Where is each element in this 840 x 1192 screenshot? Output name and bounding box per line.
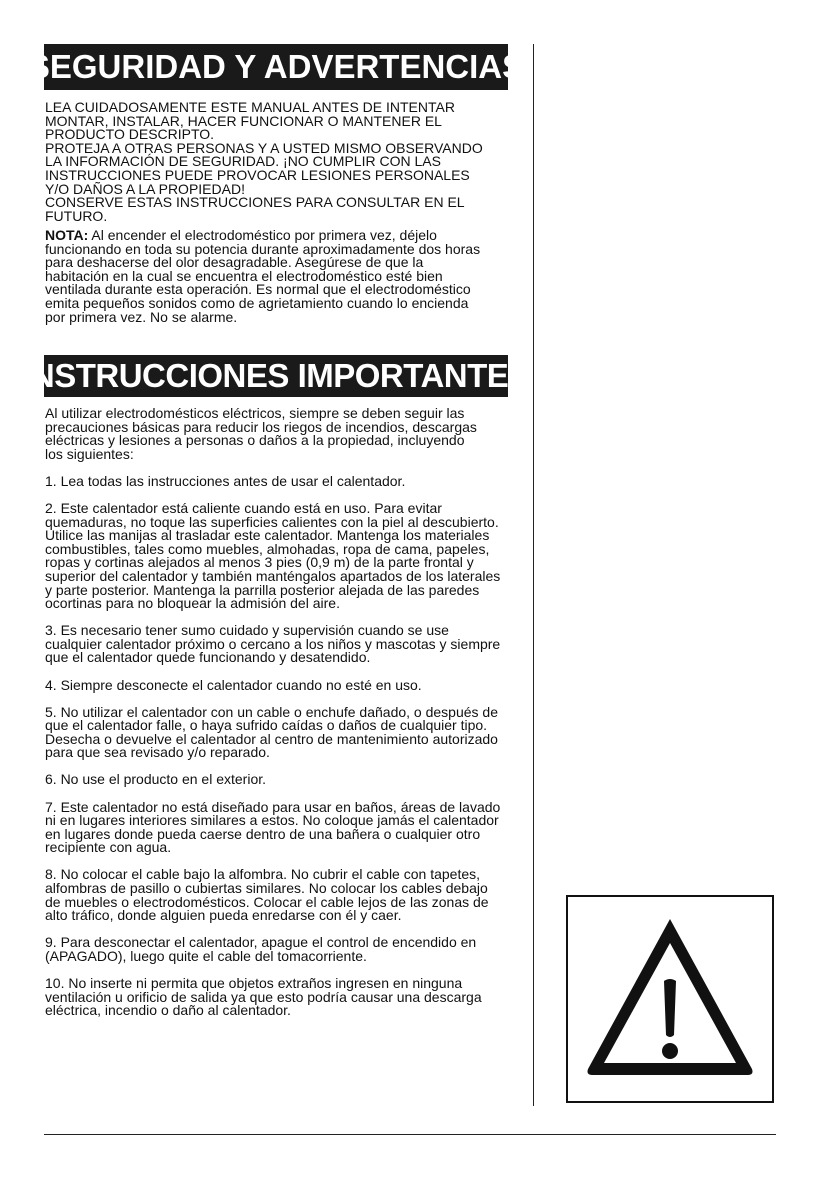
note-first-text: Al encender el electrodoméstico por primera vez, déjelo bbox=[88, 227, 437, 243]
instruction-line: 10. No inserte ni permita que objetos extraños ingresen en ninguna bbox=[45, 975, 463, 991]
instruction-item bbox=[45, 936, 520, 963]
note-line: emita pequeños sonidos como de agrietamiento cuando lo encienda bbox=[45, 294, 469, 311]
column-divider bbox=[533, 44, 534, 1106]
instruction-line: quemaduras, no toque las superficies calientes con la piel al descubierto. bbox=[45, 513, 499, 530]
note-line: habitación en la cual se encuentra el electrodoméstico esté bien bbox=[45, 267, 443, 284]
instruction-line: para que sea revisado y/o reparado. bbox=[45, 744, 270, 761]
intro-line: CONSERVE ESTAS INSTRUCCIONES PARA CONSULTAR EN EL bbox=[45, 194, 465, 211]
instruction-line: combustibles, tales como muebles, almohadas, ropa de cama, papeles, bbox=[45, 540, 490, 557]
instruction-line: 8. No colocar el cable bajo la alfombra. No cubrir el cable con tapetes, bbox=[45, 866, 481, 883]
note-line: por primera vez. No se alarme. bbox=[45, 308, 238, 325]
instructions-body bbox=[45, 407, 520, 1018]
instruction-line: ropas y cortinas alejados al menos 3 pies (0,9 m) de la parte frontal y bbox=[45, 554, 474, 571]
intro-line: INSTRUCCIONES PUEDE PROVOCAR LESIONES PERSONALES bbox=[45, 166, 470, 183]
section-title-instructions: INSTRUCCIONES IMPORTANTES bbox=[44, 355, 508, 397]
intro-line: LEA CUIDADOSAMENTE ESTE MANUAL ANTES DE INTENTAR bbox=[45, 99, 455, 115]
instruction-line: 3. Es necesario tener sumo cuidado y supervisión cuando se use bbox=[45, 622, 449, 639]
note-line: para deshacerse del olor desagradable. Asegúrese de que la bbox=[45, 254, 424, 271]
instruction-item bbox=[45, 676, 520, 693]
instruction-line: Al utilizar electrodomésticos eléctricos, siempre se deben seguir las bbox=[45, 405, 465, 421]
instruction-line: 1. Lea todas las instrucciones antes de usar el calentador. bbox=[45, 472, 406, 489]
exclamation-triangle-icon bbox=[568, 897, 772, 1101]
instruction-line: ventilación u orificio de salida ya que esto podría causar una descarga bbox=[45, 988, 482, 1005]
instruction-line: 6. No use el producto en el exterior. bbox=[45, 771, 267, 788]
instruction-line: superior del calentador y también manténgalos apartados de los laterales bbox=[45, 567, 501, 584]
footer-rule bbox=[44, 1134, 776, 1135]
section-title-safety: SEGURIDAD Y ADVERTENCIAS bbox=[44, 44, 508, 90]
instruction-item bbox=[45, 868, 520, 922]
warning-box bbox=[566, 895, 774, 1103]
instruction-line: 2. Este calentador está caliente cuando está en uso. Para evitar bbox=[45, 499, 442, 516]
intro-line: Y/O DAÑOS A LA PROPIEDAD! bbox=[45, 180, 245, 197]
instruction-line: alto tráfico, donde alguien pueda enredarse con él y caer. bbox=[45, 907, 402, 924]
safety-intro bbox=[45, 101, 520, 223]
instruction-line: eléctricas y lesiones a personas o daños a la propiedad, incluyendo bbox=[45, 432, 465, 449]
instruction-line: en lugares donde pueda caerse dentro de una bañera o cualquier otro bbox=[45, 825, 481, 842]
instruction-line: alfombras de pasillo o cubiertas similares. No colocar los cables debajo bbox=[45, 880, 488, 897]
note-paragraph bbox=[45, 229, 520, 324]
instructions-intro bbox=[45, 407, 520, 461]
intro-line: LA INFORMACIÓN DE SEGURIDAD. ¡NO CUMPLIR CON LAS bbox=[45, 153, 441, 170]
instruction-line: Desecha o devuelve el calentador al centro de mantenimiento autorizado bbox=[45, 730, 498, 747]
instruction-line: ocortinas para no bloquear la admisión del aire. bbox=[45, 595, 340, 612]
instruction-line: 4. Siempre desconecte el calentador cuando no esté en uso. bbox=[45, 676, 422, 693]
instruction-line: que el calentador quede funcionando y desatendido. bbox=[45, 649, 371, 666]
instruction-line: de muebles o electrodomésticos. Colocar el cable lejos de las zonas de bbox=[45, 893, 489, 910]
intro-line: PRODUCTO DESCRIPTO. bbox=[45, 126, 215, 143]
instruction-item bbox=[45, 499, 520, 612]
instruction-line: Utilice las manijas al trasladar este calentador. Mantenga los materiales bbox=[45, 527, 490, 544]
instruction-item bbox=[45, 798, 520, 856]
instruction-item bbox=[45, 773, 520, 787]
instruction-item bbox=[45, 703, 520, 761]
instruction-item bbox=[45, 472, 520, 489]
instruction-item bbox=[45, 624, 520, 665]
instruction-line: recipiente con agua. bbox=[45, 839, 172, 856]
instruction-line: eléctrica, incendio o daño al calentador. bbox=[45, 1002, 291, 1019]
instruction-line: (APAGADO), luego quite el cable del tomacorriente. bbox=[45, 947, 367, 964]
instruction-line: cualquier calentador próximo o cercano a los niños y mascotas y siempre bbox=[45, 635, 501, 652]
instruction-line: que el calentador falle, o haya sufrido caídas o daños de cualquier tipo. bbox=[45, 717, 488, 734]
note-line: ventilada durante esta operación. Es normal que el electrodoméstico bbox=[45, 281, 471, 298]
instruction-line: y parte posterior. Mantenga la parrilla posterior alejada de las paredes bbox=[45, 581, 480, 598]
instruction-line: 7. Este calentador no está diseñado para usar en baños, áreas de lavado bbox=[45, 798, 501, 815]
intro-line: PROTEJA A OTRAS PERSONAS Y A USTED MISMO OBSERVANDO bbox=[45, 139, 483, 156]
intro-line: MONTAR, INSTALAR, HACER FUNCIONAR O MANTENER EL bbox=[45, 112, 442, 129]
instruction-line: 9. Para desconectar el calentador, apague el control de encendido en bbox=[45, 934, 477, 951]
instruction-item bbox=[45, 977, 520, 1018]
intro-line: FUTURO. bbox=[45, 207, 108, 224]
note-line: funcionando en toda su potencia durante aproximadamente dos horas bbox=[45, 240, 481, 257]
instruction-line: los siguientes: bbox=[45, 445, 134, 462]
instruction-line: ni en lugares interiores similares a estos. No coloque jamás el calentador bbox=[45, 812, 499, 829]
note-label: NOTA: bbox=[45, 227, 89, 243]
instruction-line: precauciones básicas para reducir los riegos de incendios, descargas bbox=[45, 418, 477, 435]
instruction-line: 5. No utilizar el calentador con un cable o enchufe dañado, o después de bbox=[45, 703, 498, 720]
